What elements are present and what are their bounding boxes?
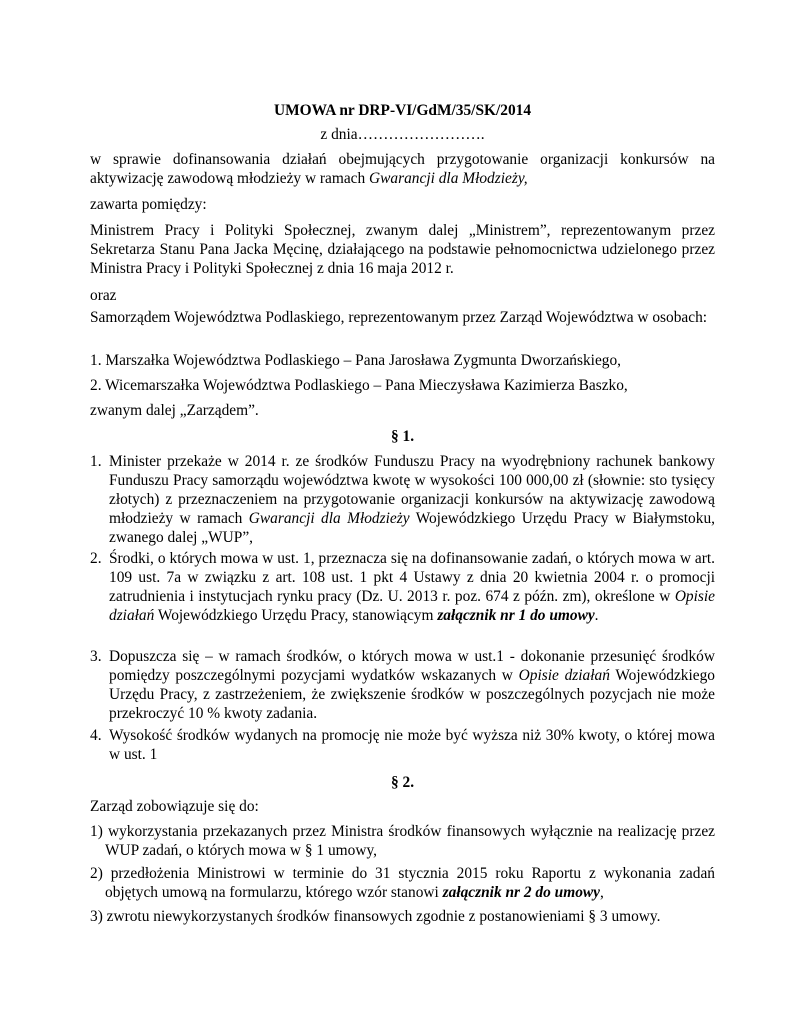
section-2-item-3: 3) zwrotu niewykorzystanych środków finansowych zgodnie z postanowieniami § 3 umowy. [90, 908, 661, 925]
subject-paragraph: w sprawie dofinansowania działań obejmujących przygotowanie organizacji konkursów na aktywizację zawodową młodzieży w ramach Gwarancji dla Młodzieży, [90, 151, 715, 187]
representative-two: 2. Wicemarszałka Województwa Podlaskiego – Pana Mieczysława Kazimierza Baszko, [90, 377, 628, 394]
item-number: 3. [90, 648, 102, 665]
party-one-paragraph: Ministrem Pracy i Polityki Społecznej, zwanym dalej „Ministrem”, reprezentowanym przez Sekretarza Stanu Pana Jacka Męcinę, działającego na podstawie pełnomocnictwa udzielonego przez Ministra Pracy i Polityki Społecznej z dnia 16 maja 2012 r. [90, 222, 715, 277]
item-text: Minister przekaże w 2014 r. ze środków Funduszu Pracy na wyodrębniony rachunek bankowy Funduszu Pracy samorządu województwa kwotę w wysokości 100 000,00 zł (słownie: sto tysięcy złotych) z przeznaczeniem na przygotowanie organizacji konkursów na aktywizację zawodową młodzieży w ramach Gwarancji dla Młodzieży Wojewódzkiego Urzędu Pracy w Białymstoku, zwanego dalej „WUP”, [109, 453, 715, 546]
date-line: z dnia……………………. [320, 126, 485, 143]
item-number: 4. [90, 727, 102, 744]
item-text: Dopuszcza się – w ramach środków, o których mowa w ust.1 - dokonanie przesunięć środków pomiędzy poszczególnymi pozycjami wydatków wskazanych w Opisie działań Wojewódzkiego Urzędu Pracy, z zastrzeżeniem, że zwiększenie środków w poszczególnych pozycjach nie może przekroczyć 10 % kwoty zadania. [109, 648, 715, 722]
representative-one: 1. Marszałka Województwa Podlaskiego – Pana Jarosława Zygmunta Dworzańskiego, [90, 352, 622, 369]
section-2-heading: § 2. [390, 774, 415, 791]
concluded-between: zawarta pomiędzy: [90, 196, 207, 213]
item-number: 2. [90, 550, 102, 567]
section-2-item-2: 2) przedłożenia Ministrowi w terminie do 31 stycznia 2015 roku Raportu z wykonania zadań objętych umową na formularzu, którego wzór stanowi załącznik nr 2 do umowy, [90, 865, 715, 901]
section-1-heading: § 1. [390, 428, 415, 445]
item-text: Wysokość środków wydanych na promocję nie może być wyższa niż 30% kwoty, o której mowa w ust. 1 [109, 727, 715, 763]
document-title: UMOWA nr DRP-VI/GdM/35/SK/2014 [273, 102, 532, 119]
section-2-intro: Zarząd zobowiązuje się do: [90, 798, 259, 815]
section-2-item-1: 1) wykorzystania przekazanych przez Ministra środków finansowych wyłącznie na realizację przez WUP zadań, o których mowa w § 1 umowy, [90, 823, 715, 859]
item-text: Środki, o których mowa w ust. 1, przeznacza się na dofinansowanie zadań, o których mowa w art. 109 ust. 7a w związku z art. 108 ust. 1 pkt 4 Ustawy z dnia 20 kwietnia 2004 r. o promocji zatrudnienia i instytucjach rynku pracy (Dz. U. 2013 r. poz. 674 z późn. zm), określone w Opisie działań Wojewódzkiego Urzędu Pracy, stanowiącym załącznik nr 1 do umowy. [109, 550, 715, 624]
item-number: 1. [90, 453, 102, 470]
party-two-paragraph: Samorządem Województwa Podlaskiego, reprezentowanym przez Zarząd Województwa w osobach: [90, 309, 708, 326]
and-label: oraz [90, 287, 117, 304]
party-two-alias: zwanym dalej „Zarządem”. [90, 402, 259, 419]
